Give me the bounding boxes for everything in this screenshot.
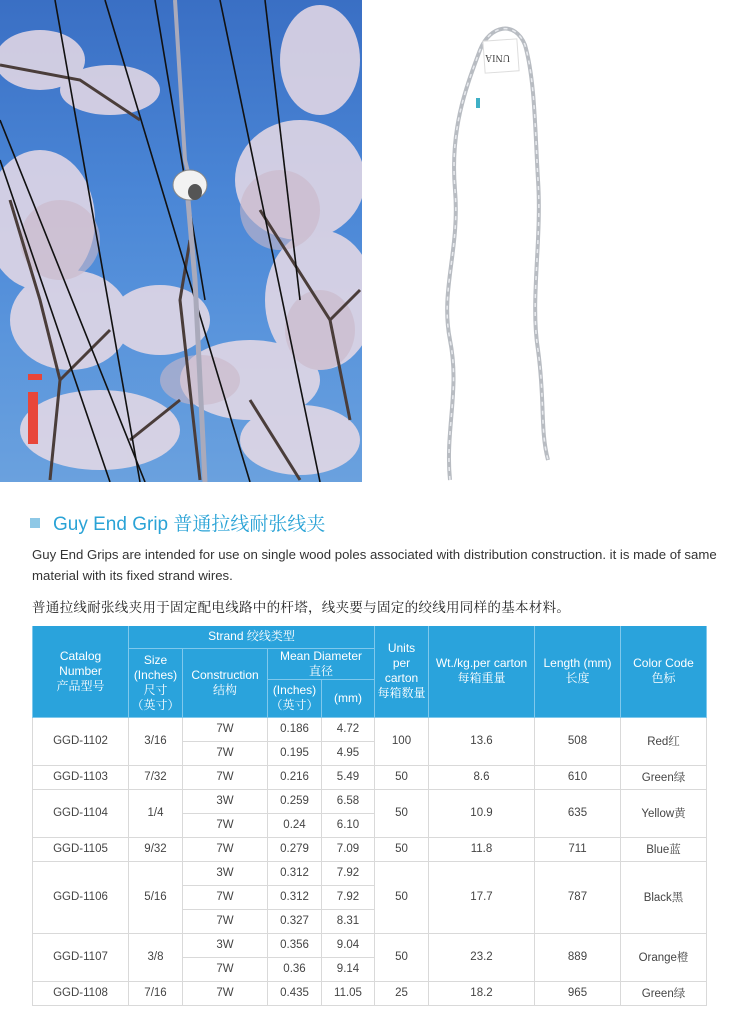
cell-size: 5/16 xyxy=(129,861,183,933)
table-row xyxy=(33,837,707,861)
description-en: Guy End Grips are intended for use on single wood poles associated with distribution construction. it is made of same material with its fixed strand wires. xyxy=(32,547,717,583)
cell-length: 610 xyxy=(535,765,621,789)
table-row xyxy=(33,861,707,885)
header-mm: (mm) xyxy=(322,679,375,717)
cell-inches: 0.186 xyxy=(268,717,322,741)
cell-catalog: GGD-1106 xyxy=(33,861,129,933)
cell-weight: 17.7 xyxy=(429,861,535,933)
cell-mm: 9.04 xyxy=(322,933,375,957)
section-title xyxy=(30,509,325,536)
cell-inches: 0.259 xyxy=(268,789,322,813)
cell-inches: 0.327 xyxy=(268,909,322,933)
cell-construction: 7W xyxy=(183,957,268,981)
cell-inches: 0.356 xyxy=(268,933,322,957)
cell-inches: 0.435 xyxy=(268,981,322,1005)
svg-text:UNIA: UNIA xyxy=(485,52,510,63)
table-row xyxy=(33,717,707,741)
table-row xyxy=(33,765,707,789)
header-length: Length (mm) 长度 xyxy=(535,626,621,717)
cell-catalog: GGD-1105 xyxy=(33,837,129,861)
cell-color: Red红 xyxy=(621,717,707,765)
cell-inches: 0.312 xyxy=(268,885,322,909)
cell-units: 50 xyxy=(375,861,429,933)
cell-length: 889 xyxy=(535,933,621,981)
cell-size: 9/32 xyxy=(129,837,183,861)
header-strand: Strand 绞线类型 xyxy=(129,626,375,648)
cell-construction: 7W xyxy=(183,885,268,909)
square-bullet-icon xyxy=(30,518,40,528)
cell-weight: 10.9 xyxy=(429,789,535,837)
cell-weight: 18.2 xyxy=(429,981,535,1005)
table-row xyxy=(33,933,707,957)
cell-construction: 7W xyxy=(183,765,268,789)
header-catalog: Catalog Number 产品型号 xyxy=(33,626,129,717)
cell-weight: 13.6 xyxy=(429,717,535,765)
cell-weight: 11.8 xyxy=(429,837,535,861)
cell-catalog: GGD-1108 xyxy=(33,981,129,1005)
cell-construction: 7W xyxy=(183,981,268,1005)
cell-color: Blue蓝 xyxy=(621,837,707,861)
cell-units: 100 xyxy=(375,717,429,765)
cell-construction: 7W xyxy=(183,741,268,765)
cell-inches: 0.312 xyxy=(268,861,322,885)
cell-size: 7/16 xyxy=(129,981,183,1005)
cell-mm: 7.92 xyxy=(322,861,375,885)
cell-catalog: GGD-1107 xyxy=(33,933,129,981)
table-row xyxy=(33,981,707,1005)
cell-length: 635 xyxy=(535,789,621,837)
cell-construction: 7W xyxy=(183,837,268,861)
cell-size: 3/8 xyxy=(129,933,183,981)
cell-length: 787 xyxy=(535,861,621,933)
cell-mm: 4.95 xyxy=(322,741,375,765)
cell-color: Orange橙 xyxy=(621,933,707,981)
cell-mm: 5.49 xyxy=(322,765,375,789)
cell-mm: 11.05 xyxy=(322,981,375,1005)
cell-construction: 7W xyxy=(183,813,268,837)
cell-units: 50 xyxy=(375,765,429,789)
cell-weight: 8.6 xyxy=(429,765,535,789)
cell-color: Yellow黄 xyxy=(621,789,707,837)
cell-weight: 23.2 xyxy=(429,933,535,981)
cell-catalog: GGD-1103 xyxy=(33,765,129,789)
header-color: Color Code 色标 xyxy=(621,626,707,717)
cell-mm: 9.14 xyxy=(322,957,375,981)
cell-size: 7/32 xyxy=(129,765,183,789)
cell-construction: 3W xyxy=(183,789,268,813)
cell-mm: 7.92 xyxy=(322,885,375,909)
cell-length: 965 xyxy=(535,981,621,1005)
cell-size: 3/16 xyxy=(129,717,183,765)
description-cn: 普通拉线耐张线夹用于固定配电线路中的杆塔，线夹要与固定的绞线用同样的基本材料。 xyxy=(32,600,571,615)
cell-length: 711 xyxy=(535,837,621,861)
cell-catalog: GGD-1102 xyxy=(33,717,129,765)
installation-photo xyxy=(0,0,362,482)
spec-table-body xyxy=(33,717,707,1005)
cell-color: Green绿 xyxy=(621,981,707,1005)
cell-size: 1/4 xyxy=(129,789,183,837)
cell-color: Black黑 xyxy=(621,861,707,933)
cell-units: 25 xyxy=(375,981,429,1005)
header-inches: (Inches) （英寸） xyxy=(268,679,322,717)
cell-units: 50 xyxy=(375,837,429,861)
cell-construction: 7W xyxy=(183,717,268,741)
header-units: Units per carton 每箱数量 xyxy=(375,626,429,717)
header-construction: Construction 结构 xyxy=(183,648,268,717)
cell-mm: 8.31 xyxy=(322,909,375,933)
cell-units: 50 xyxy=(375,789,429,837)
spec-table xyxy=(32,626,707,1006)
cell-color: Green绿 xyxy=(621,765,707,789)
product-photo xyxy=(420,10,590,492)
header-mean-diameter: Mean Diameter 直径 xyxy=(268,648,375,679)
cell-construction: 3W xyxy=(183,861,268,885)
cell-inches: 0.279 xyxy=(268,837,322,861)
header-size: Size (Inches) 尺寸 （英寸） xyxy=(129,648,183,717)
cell-inches: 0.216 xyxy=(268,765,322,789)
cell-catalog: GGD-1104 xyxy=(33,789,129,837)
table-row xyxy=(33,789,707,813)
cell-mm: 6.58 xyxy=(322,789,375,813)
cell-mm: 4.72 xyxy=(322,717,375,741)
cell-mm: 6.10 xyxy=(322,813,375,837)
header-weight: Wt./kg.per carton 每箱重量 xyxy=(429,626,535,717)
cell-units: 50 xyxy=(375,933,429,981)
cell-mm: 7.09 xyxy=(322,837,375,861)
cell-inches: 0.195 xyxy=(268,741,322,765)
cell-inches: 0.36 xyxy=(268,957,322,981)
cell-construction: 3W xyxy=(183,933,268,957)
cell-inches: 0.24 xyxy=(268,813,322,837)
cell-construction: 7W xyxy=(183,909,268,933)
section-title-text: Guy End Grip 普通拉线耐张线夹 xyxy=(53,514,326,535)
cell-length: 508 xyxy=(535,717,621,765)
